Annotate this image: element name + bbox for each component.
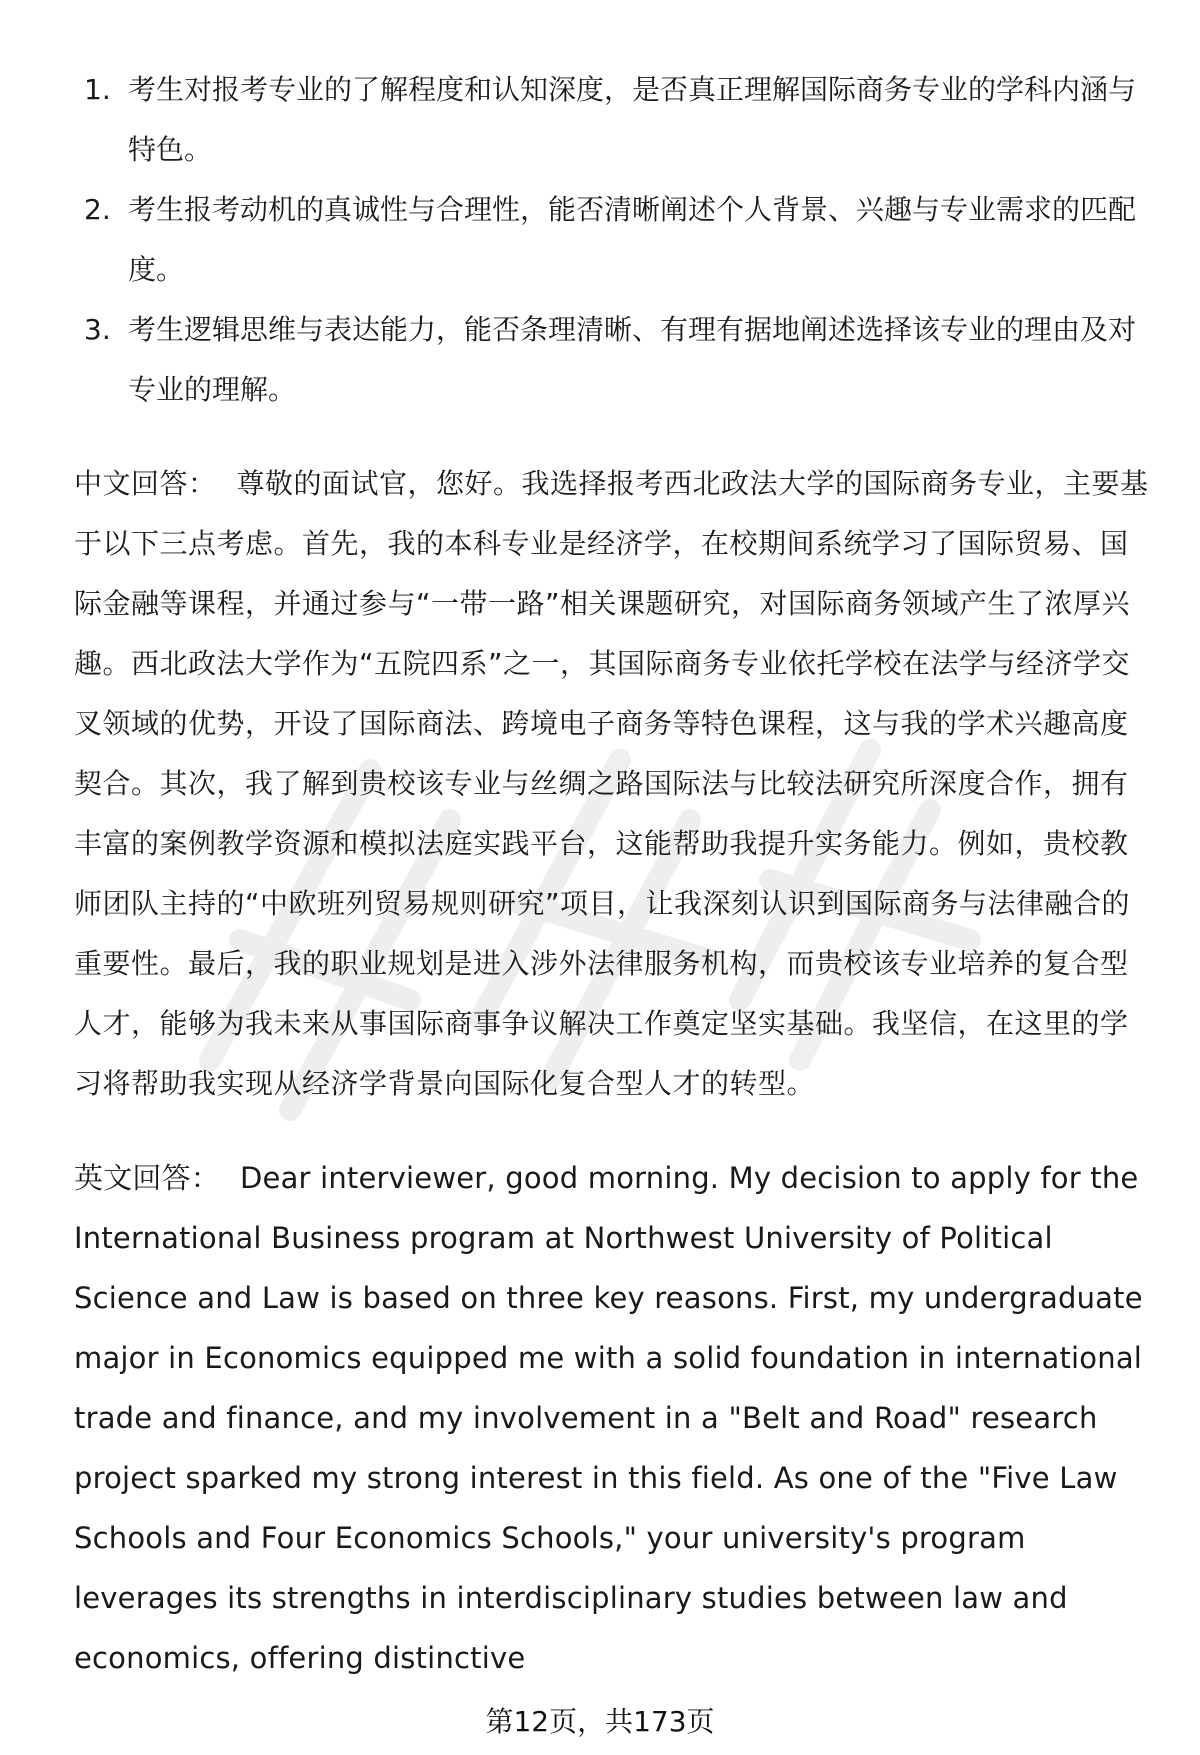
criteria-text: 考生报考动机的真诚性与合理性，能否清晰阐述个人背景、兴趣与专业需求的匹配度。	[128, 193, 1137, 286]
criteria-number: 3.	[84, 313, 111, 346]
criteria-item-2	[74, 180, 1154, 300]
criteria-number: 2.	[84, 193, 111, 226]
english-answer-text: Dear interviewer, good morning. My decision to apply for the International Business program at Northwest University of Political Science and Law is based on three key reasons. First, my undergraduate major in Economics equipped me with a solid foundation in international trade and finance, and my involvement in a "Belt and Road" research project sparked my strong interest in this field. As one of the "Five Law Schools and Four Economics Schools," your university's program leverages its strengths in interdisciplinary studies between law and economics, offering distinctive	[74, 1161, 1143, 1675]
criteria-number: 1.	[84, 73, 111, 106]
criteria-text: 考生逻辑思维与表达能力，能否条理清晰、有理有据地阐述选择该专业的理由及对专业的理解。	[128, 313, 1137, 406]
chinese-answer-label: 中文回答：	[74, 467, 217, 500]
criteria-item-1	[74, 60, 1154, 180]
chinese-answer	[74, 454, 1154, 1114]
criteria-list	[74, 60, 1154, 420]
page-footer	[0, 1702, 1200, 1742]
english-answer	[74, 1148, 1154, 1688]
page-number: 第12页，共173页	[485, 1705, 715, 1738]
document-page	[74, 60, 1154, 1688]
criteria-text: 考生对报考专业的了解程度和认知深度，是否真正理解国际商务专业的学科内涵与特色。	[128, 73, 1137, 166]
criteria-item-3	[74, 300, 1154, 420]
english-answer-label: 英文回答：	[74, 1161, 221, 1195]
chinese-answer-text: 尊敬的面试官，您好。我选择报考西北政法大学的国际商务专业，主要基于以下三点考虑。首先，我的本科专业是经济学，在校期间系统学习了国际贸易、国际金融等课程，并通过参与“一带一路”相关课题研究，对国际商务领域产生了浓厚兴趣。西北政法大学作为“五院四系”之一，其国际商务专业依托学校在法学与经济学交叉领域的优势，开设了国际商法、跨境电子商务等特色课程，这与我的学术兴趣高度契合。其次，我了解到贵校该专业与丝绸之路国际法与比较法研究所深度合作，拥有丰富的案例教学资源和模拟法庭实践平台，这能帮助我提升实务能力。例如，贵校教师团队主持的“中欧班列贸易规则研究”项目，让我深刻认识到国际商务与法律融合的重要性。最后，我的职业规划是进入涉外法律服务机构，而贵校该专业培养的复合型人才，能够为我未来从事国际商事争议解决工作奠定坚实基础。我坚信，在这里的学习将帮助我实现从经济学背景向国际化复合型人才的转型。	[74, 467, 1149, 1100]
